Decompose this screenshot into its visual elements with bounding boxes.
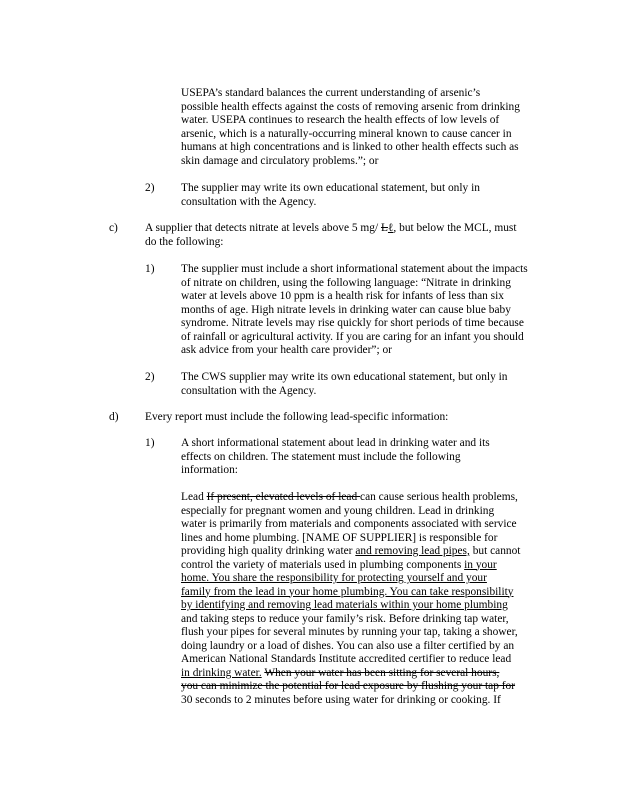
- subsection-marker-c: c): [109, 222, 118, 234]
- text-line: American National Standards Institute accredited certifier to reduce lead: [181, 653, 512, 665]
- text-line: consultation with the Agency.: [181, 384, 317, 397]
- text-run: but cannot: [469, 545, 521, 557]
- text-line: lines and home plumbing. [NAME OF SUPPLIER] is responsible for: [181, 531, 498, 544]
- text-line: [181, 667, 520, 681]
- text-line: [181, 491, 520, 505]
- text-line: effects on children. The statement must include the following: [181, 450, 461, 463]
- item-c2-text: [181, 371, 507, 398]
- text-line: The supplier may write its own educational statement, but only in: [181, 182, 480, 194]
- lead-info-intro: [181, 437, 490, 478]
- inserted-text: by identifying and removing lead materials within your home plumbing: [181, 599, 508, 611]
- item-marker: 1): [145, 437, 155, 449]
- nitrate-statement: [181, 263, 528, 358]
- text-run: A supplier that detects nitrate at levels above 5 mg/: [145, 222, 381, 234]
- text-line: of nitrate on children, using the following language: “Nitrate in drinking: [181, 276, 511, 289]
- inserted-text: and removing lead pipes,: [355, 545, 470, 557]
- text-line: arsenic, which is a naturally-occurring mineral known to cause cancer in: [181, 127, 512, 140]
- text-run: providing high quality drinking water: [181, 545, 356, 557]
- text-run: , but below the MCL, must: [393, 222, 517, 234]
- text-line: [181, 559, 520, 573]
- struck-text: you can minimize the potential for lead exposure by flushing your tap for: [181, 680, 516, 692]
- text-line: especially for pregnant women and young children. Lead in drinking: [181, 504, 495, 517]
- text-line: [181, 545, 520, 559]
- subsection-marker-d: d): [109, 411, 119, 423]
- text-line: consultation with the Agency.: [181, 195, 317, 208]
- text-line: USEPA’s standard balances the current understanding of arsenic’s: [181, 87, 481, 99]
- text-line: possible health effects against the costs of removing arsenic from drinking: [181, 100, 520, 113]
- text-line: [181, 586, 520, 600]
- text-line: The CWS supplier may write its own educational statement, but only in: [181, 371, 508, 383]
- text-line: [181, 572, 520, 586]
- text-line: do the following:: [145, 235, 224, 248]
- text-run: can cause serious health problems,: [360, 491, 518, 503]
- item-marker: 2): [145, 182, 155, 194]
- text-line: The supplier must include a short informational statement about the impacts: [181, 263, 528, 275]
- text-line: of rainfall or agricultural activity. If you are caring for an infant you should: [181, 330, 524, 343]
- inserted-text: in your: [464, 558, 497, 571]
- text-line: [181, 599, 520, 613]
- subsection-d-text: [145, 411, 448, 425]
- text-line: [181, 680, 520, 694]
- text-line: [145, 222, 517, 236]
- struck-text: L: [380, 222, 388, 234]
- text-line: flush your pipes for several minutes by running your tap, taking a shower,: [181, 626, 518, 638]
- text-line: water at levels above 10 ppm is a health risk for infants of less than six: [181, 290, 504, 302]
- struck-text: When your water has been sitting for several hours,: [264, 666, 500, 679]
- text-line: syndrome. Nitrate levels may rise quickly for short periods of time because: [181, 317, 524, 329]
- item-marker: 2): [145, 371, 155, 383]
- text-line: water is primarily from materials and components associated with service: [181, 518, 517, 530]
- inserted-text: family from the lead in your home plumbing. You can take responsibility: [181, 585, 514, 598]
- item-2-text: [181, 182, 480, 209]
- text-line: skin damage and circulatory problems.”; or: [181, 154, 379, 167]
- text-run: Lead: [181, 491, 207, 503]
- inserted-text: in drinking water.: [181, 666, 262, 679]
- text-line: 30 seconds to 2 minutes before using water for drinking or cooking. If: [181, 693, 501, 706]
- text-line: ask advice from your health care provider”; or: [181, 344, 392, 356]
- item-marker: 1): [145, 263, 155, 275]
- text-line: A short informational statement about lead in drinking water and its: [181, 437, 490, 449]
- text-line: doing laundry or a load of dishes. You can also use a filter certified by an: [181, 639, 515, 652]
- text-line: information:: [181, 464, 238, 476]
- lead-statement: [181, 491, 520, 707]
- subsection-c-text: [145, 222, 517, 249]
- text-line: humans at high concentrations and is linked to other health effects such as: [181, 141, 519, 153]
- text-line: months of age. High nitrate levels in drinking water can cause blue baby: [181, 303, 511, 316]
- text-line: and taking steps to reduce your family’s risk. Before drinking tap water,: [181, 612, 509, 625]
- inserted-text: ℓ: [387, 222, 394, 234]
- text-line: water. USEPA continues to research the health effects of low levels of: [181, 114, 500, 126]
- struck-text: If present, elevated levels of lead: [206, 491, 361, 503]
- text-run: control the variety of materials used in plumbing components: [181, 558, 465, 571]
- text-line: Every report must include the following lead-specific information:: [145, 411, 449, 423]
- arsenic-statement: [181, 87, 520, 168]
- inserted-text: home. You share the responsibility for protecting yourself and your: [181, 572, 487, 584]
